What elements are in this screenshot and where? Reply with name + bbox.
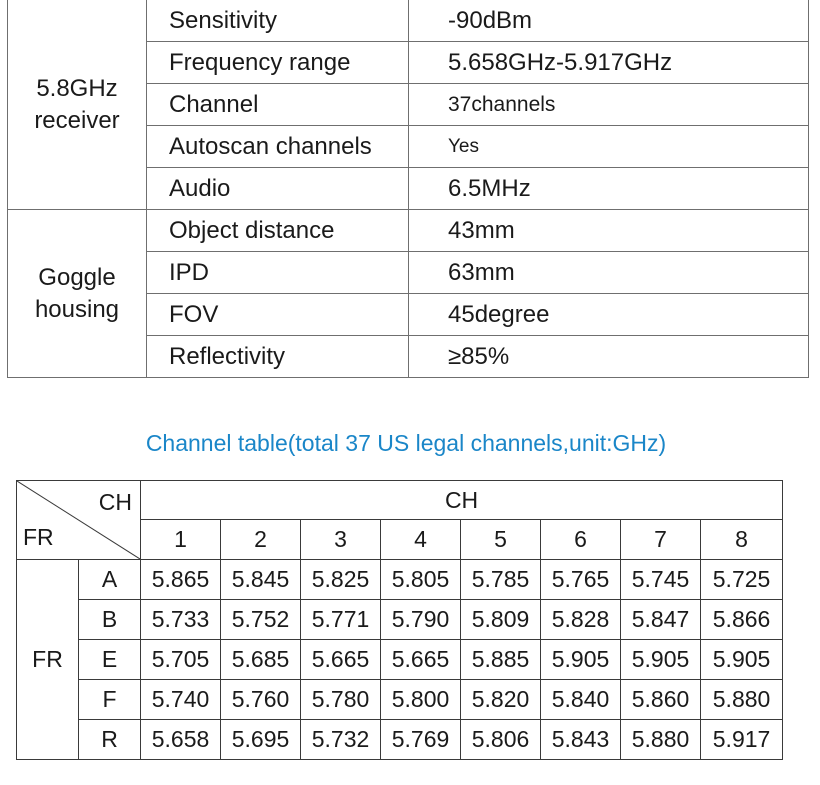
frequency-cell: 5.805 (381, 560, 461, 600)
frequency-cell: 5.760 (221, 680, 301, 720)
spec-param: Audio (147, 168, 409, 210)
frequency-cell: 5.745 (621, 560, 701, 600)
frequency-cell: 5.705 (141, 640, 221, 680)
spec-value: 63mm (409, 252, 809, 294)
channel-number-5: 5 (461, 520, 541, 560)
channel-number-2: 2 (221, 520, 301, 560)
frequency-cell: 5.905 (701, 640, 783, 680)
frequency-cell: 5.765 (541, 560, 621, 600)
spec-param: Reflectivity (147, 336, 409, 378)
spec-param: Object distance (147, 210, 409, 252)
band-row-b (17, 600, 783, 640)
frequency-cell: 5.847 (621, 600, 701, 640)
frequency-cell: 5.865 (141, 560, 221, 600)
spec-value: 37channels (409, 84, 809, 126)
spec-value: 6.5MHz (409, 168, 809, 210)
spec-table (7, 0, 809, 378)
frequency-cell: 5.806 (461, 720, 541, 760)
spec-value: 45degree (409, 294, 809, 336)
channel-number-8: 8 (701, 520, 783, 560)
frequency-cell: 5.740 (141, 680, 221, 720)
frequency-cell: 5.790 (381, 600, 461, 640)
corner-cell (17, 481, 141, 560)
frequency-cell: 5.845 (221, 560, 301, 600)
frequency-cell: 5.785 (461, 560, 541, 600)
spec-param: IPD (147, 252, 409, 294)
corner-ch-label: CH (98, 489, 132, 515)
band-row-r (17, 720, 783, 760)
frequency-cell: 5.771 (301, 600, 381, 640)
frequency-cell: 5.733 (141, 600, 221, 640)
spec-param: FOV (147, 294, 409, 336)
frequency-cell: 5.866 (701, 600, 783, 640)
frequency-cell: 5.725 (701, 560, 783, 600)
spec-row (8, 210, 809, 252)
frequency-cell: 5.695 (221, 720, 301, 760)
frequency-cell: 5.685 (221, 640, 301, 680)
frequency-cell: 5.905 (621, 640, 701, 680)
band-row-a (17, 560, 783, 600)
band-label: R (79, 720, 141, 760)
fr-label: FR (17, 560, 79, 760)
frequency-cell: 5.843 (541, 720, 621, 760)
frequency-cell: 5.825 (301, 560, 381, 600)
frequency-cell: 5.860 (621, 680, 701, 720)
frequency-cell: 5.828 (541, 600, 621, 640)
spec-value: ≥85% (409, 336, 809, 378)
frequency-cell: 5.885 (461, 640, 541, 680)
corner-fr-label: FR (23, 524, 54, 550)
band-label: A (79, 560, 141, 600)
channel-number-6: 6 (541, 520, 621, 560)
spec-value: Yes (409, 126, 809, 168)
frequency-cell: 5.658 (141, 720, 221, 760)
spec-param: Sensitivity (147, 0, 409, 42)
frequency-cell: 5.820 (461, 680, 541, 720)
spec-value: -90dBm (409, 0, 809, 42)
frequency-cell: 5.917 (701, 720, 783, 760)
frequency-cell: 5.780 (301, 680, 381, 720)
band-label: E (79, 640, 141, 680)
band-label: F (79, 680, 141, 720)
channel-table-caption: Channel table(total 37 US legal channels,unit:GHz) (145, 430, 667, 456)
band-row-f (17, 680, 783, 720)
channel-header-row (17, 481, 783, 520)
spec-value: 5.658GHz-5.917GHz (409, 42, 809, 84)
frequency-cell: 5.809 (461, 600, 541, 640)
frequency-cell: 5.800 (381, 680, 461, 720)
spec-group-housing: Goggle housing (8, 210, 147, 378)
spec-row (8, 0, 809, 42)
frequency-cell: 5.880 (621, 720, 701, 760)
frequency-cell: 5.665 (301, 640, 381, 680)
band-label: B (79, 600, 141, 640)
channel-number-4: 4 (381, 520, 461, 560)
frequency-cell: 5.752 (221, 600, 301, 640)
spec-param: Channel (147, 84, 409, 126)
channel-number-1: 1 (141, 520, 221, 560)
frequency-cell: 5.880 (701, 680, 783, 720)
frequency-cell: 5.840 (541, 680, 621, 720)
channel-number-7: 7 (621, 520, 701, 560)
spec-param: Frequency range (147, 42, 409, 84)
spec-group-receiver: 5.8GHz receiver (8, 0, 147, 210)
spec-value: 43mm (409, 210, 809, 252)
spec-param: Autoscan channels (147, 126, 409, 168)
channel-table (16, 480, 783, 760)
ch-header: CH (141, 481, 783, 520)
frequency-cell: 5.905 (541, 640, 621, 680)
frequency-cell: 5.665 (381, 640, 461, 680)
frequency-cell: 5.769 (381, 720, 461, 760)
band-row-e (17, 640, 783, 680)
channel-number-3: 3 (301, 520, 381, 560)
frequency-cell: 5.732 (301, 720, 381, 760)
